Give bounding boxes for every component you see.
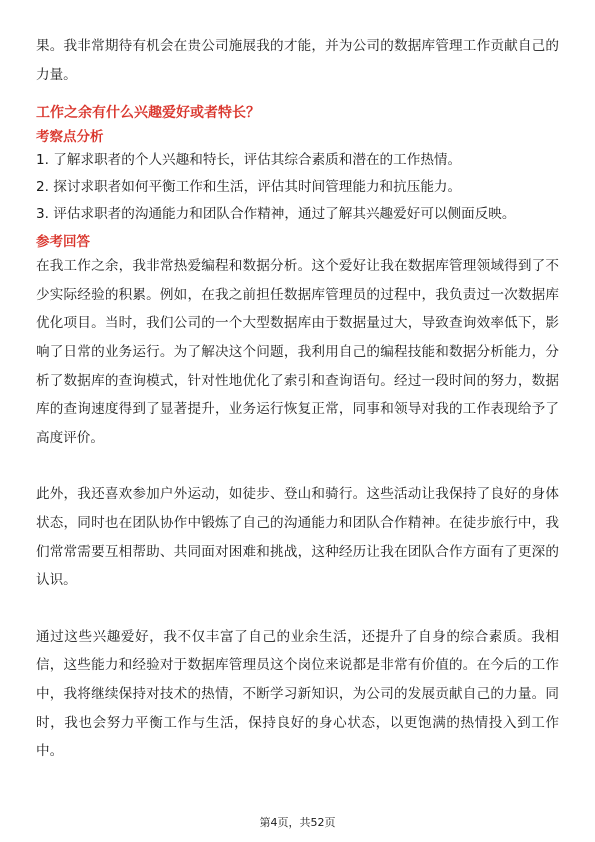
analysis-item: 3. 评估求职者的沟通能力和团队合作精神，通过了解其兴趣爱好可以侧面反映。 xyxy=(36,206,516,223)
answer-label: 参考回答 xyxy=(36,234,90,251)
answer-paragraph: 在我工作之余，我非常热爱编程和数据分析。这个爱好让我在数据库管理领域得到了不少实际经验的积累。例如，在我之前担任数据库管理员的过程中，我负责过一次数据库优化项目。当时，我们公司的一个大型数据库由于数据量过大，导致查询效率低下，影响了日常的业务运行。为了解决这个问题，我利用自己的编程技能和数据分析能力，分析了数据库的查询模式，针对性地优化了索引和查询语句。经过一段时间的努力，数据库的查询速度得到了显著提升，业务运行恢复正常，同事和领导对我的工作表现给予了高度评价。 xyxy=(36,258,559,446)
answer-paragraph: 此外，我还喜欢参加户外运动，如徒步、登山和骑行。这些活动让我保持了良好的身体状态，同时也在团队协作中锻炼了自己的沟通能力和团队合作精神。在徒步旅行中，我们常常需要互相帮助、共同面对困难和挑战，这种经历让我在团队合作方面有了更深的认识。 xyxy=(36,486,559,589)
page-content xyxy=(36,32,559,766)
analysis-label: 考察点分析 xyxy=(36,129,104,146)
answer-paragraph: 通过这些兴趣爱好，我不仅丰富了自己的业余生活，还提升了自身的综合素质。我相信，这些能力和经验对于数据库管理员这个岗位来说都是非常有价值的。在今后的工作中，我将继续保持对技术的热情，不断学习新知识，为公司的发展贡献自己的力量。同时，我也会努力平衡工作与生活，保持良好的身心状态，以更饱满的热情投入到工作中。 xyxy=(36,628,559,760)
analysis-item: 2. 探讨求职者如何平衡工作和生活，评估其时间管理能力和抗压能力。 xyxy=(36,179,462,196)
analysis-item: 1. 了解求职者的个人兴趣和特长，评估其综合素质和潜在的工作热情。 xyxy=(36,152,462,169)
opening-paragraph: 果。我非常期待有机会在贵公司施展我的才能，并为公司的数据库管理工作贡献自己的力量。 xyxy=(36,38,559,83)
page-number-footer: 第4页，共52页 xyxy=(259,816,336,829)
question-title: 工作之余有什么兴趣爱好或者特长？ xyxy=(36,105,260,122)
